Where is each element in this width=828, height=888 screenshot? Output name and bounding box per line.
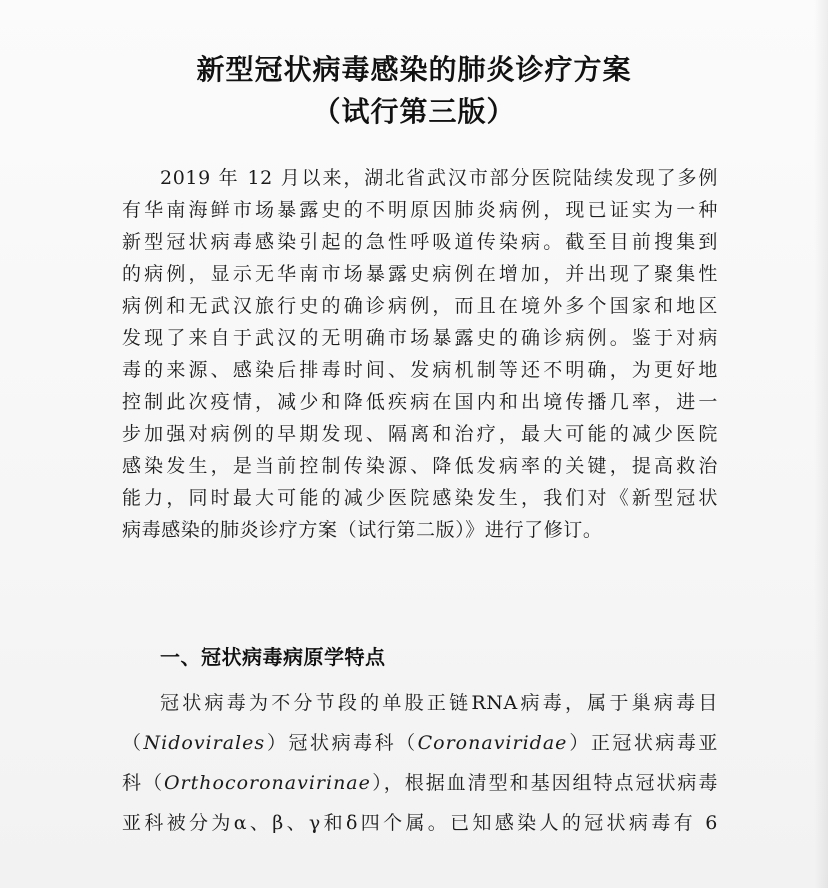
intro-line: 发现了来自于武汉的无明确市场暴露史的确诊病例。鉴于对病 xyxy=(122,327,718,349)
text-fragment: （ xyxy=(122,732,144,754)
intro-line: 病例和无武汉旅行史的确诊病例，而且在境外多个国家和地区 xyxy=(122,295,718,317)
document-subtitle: （试行第三版） xyxy=(312,95,516,128)
latin-name-orthocoronavirinae: Orthocoronavirinae xyxy=(163,772,371,794)
intro-line: 感染发生，是当前控制传染源、降低发病率的关键，提高救治 xyxy=(122,455,718,477)
intro-line: 的病例，显示无华南市场暴露史病例在增加，并出现了聚集性 xyxy=(122,263,718,285)
intro-paragraph xyxy=(122,162,718,546)
intro-line: 新型冠状病毒感染引起的急性呼吸道传染病。截至目前搜集到 xyxy=(122,231,718,253)
section1-line xyxy=(122,763,718,803)
intro-line: 病毒感染的肺炎诊疗方案（试行第二版）》进行了修订。 xyxy=(122,519,603,541)
text-fragment: ）正冠状病毒亚 xyxy=(567,732,718,754)
document-title: 新型冠状病毒感染的肺炎诊疗方案 xyxy=(196,53,632,86)
intro-line: 毒的来源、感染后排毒时间、发病机制等还不明确，为更好地 xyxy=(122,359,718,381)
text-fragment: ），根据血清型和基因组特点冠状病毒 xyxy=(370,772,719,794)
section1-line: 亚科被分为α、β、γ和δ四个属。已知感染人的冠状病毒有 6 xyxy=(122,812,718,834)
text-fragment: ）冠状病毒科（ xyxy=(265,732,418,754)
text-fragment: 科（ xyxy=(122,772,164,794)
latin-name-coronaviridae: Coronaviridae xyxy=(417,732,568,754)
intro-line: 有华南海鲜市场暴露史的不明原因肺炎病例，现已证实为一种 xyxy=(122,199,718,221)
intro-line: 2019 年 12 月以来，湖北省武汉市部分医院陆续发现了多例 xyxy=(160,167,718,189)
section1-line xyxy=(122,723,718,763)
section-heading: 一、冠状病毒病原学特点 xyxy=(160,645,386,669)
intro-line: 控制此次疫情，减少和降低疾病在国内和出境传播几率，进一 xyxy=(122,391,718,413)
latin-name-nidovirales: Nidovirales xyxy=(143,732,266,754)
section1-paragraph xyxy=(122,683,718,843)
intro-line: 能力，同时最大可能的减少医院感染发生，我们对《新型冠状 xyxy=(122,487,718,509)
intro-line: 步加强对病例的早期发现、隔离和治疗，最大可能的减少医院 xyxy=(122,423,718,445)
page-edge-shadow xyxy=(814,0,828,888)
section1-line: 冠状病毒为不分节段的单股正链RNA病毒，属于巢病毒目 xyxy=(160,692,718,714)
